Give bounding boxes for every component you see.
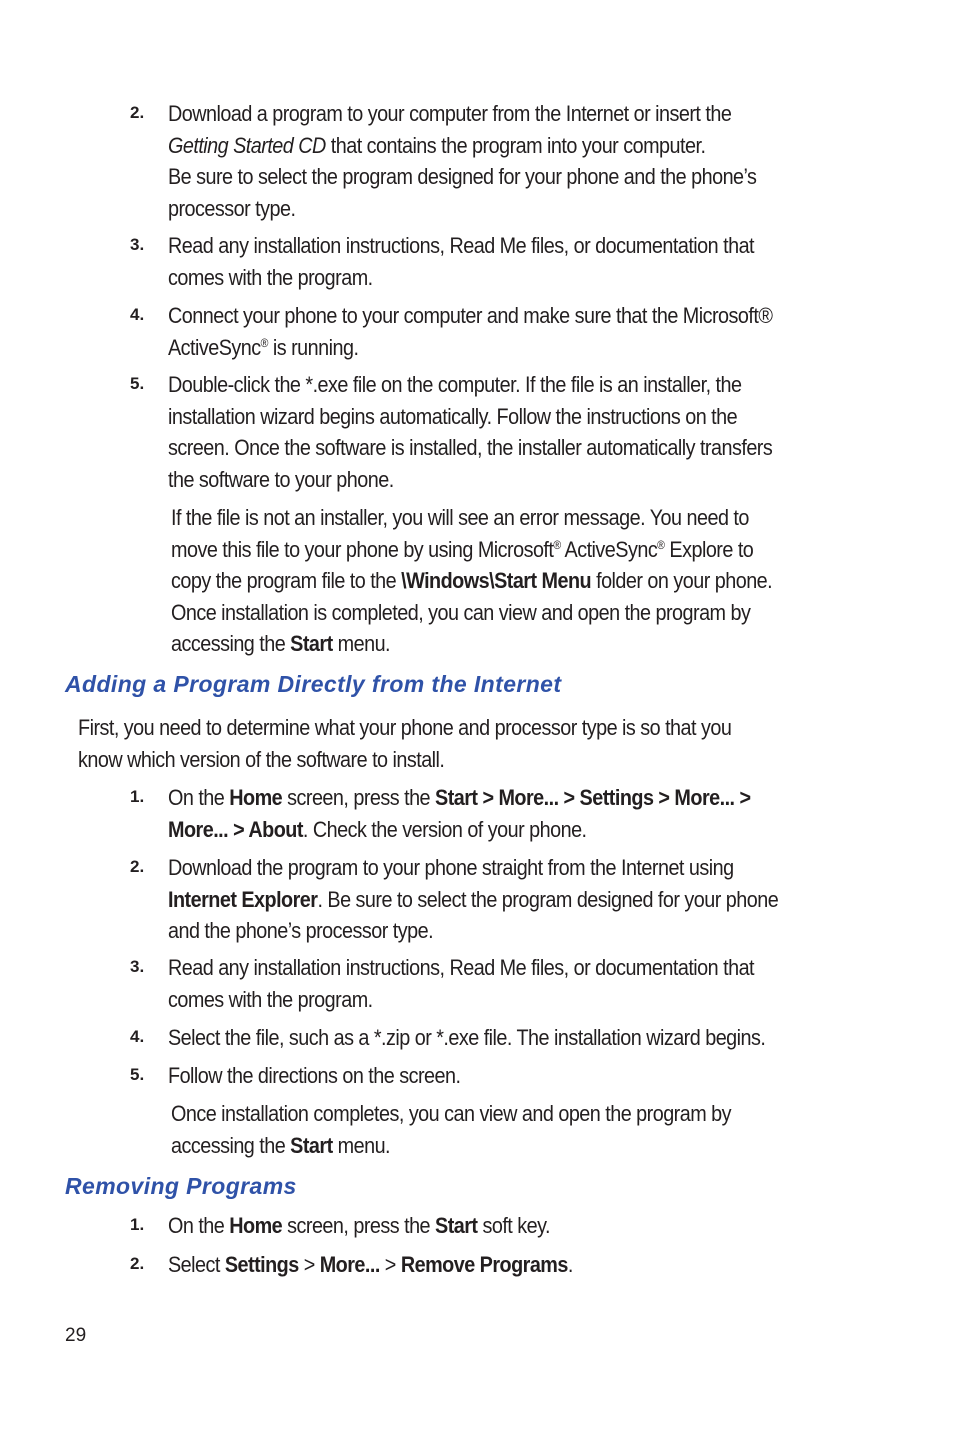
step-number: 2. — [130, 103, 145, 122]
start-menu-path: \Windows\Start Menu — [401, 568, 592, 593]
step-text: On the Home screen, press the Start > More... > Settings > More... > More... > About. Check the version of your phone. — [168, 785, 751, 842]
step-2-download-from-internet — [130, 852, 870, 947]
step-text: Read any installation instructions, Read Me files, or documentation that comes with the program. — [168, 233, 755, 290]
step-4-connect-phone — [130, 300, 870, 363]
section-heading-adding-program: Adding a Program Directly from the Internet — [65, 671, 562, 697]
step-5-double-click-exe — [130, 369, 870, 495]
step-text: Select Settings > More... > Remove Programs. — [168, 1252, 573, 1277]
registered-mark: ® — [553, 537, 561, 552]
step-text: On the Home screen, press the Start soft key. — [168, 1213, 550, 1238]
step-text: Follow the directions on the screen. — [168, 1063, 461, 1088]
step-text: Select the file, such as a *.zip or *.exe file. The installation wizard begins. — [168, 1025, 766, 1050]
step-text: Read any installation instructions, Read Me files, or documentation that comes with the program. — [168, 955, 755, 1012]
step-number: 1. — [130, 787, 145, 806]
registered-mark: ® — [657, 537, 665, 552]
intro-paragraph: First, you need to determine what your phone and processor type is so that you know which version of the software to install. — [78, 715, 732, 772]
step-text: Download the program to your phone straight from the Internet using Internet Explorer. Be sure to select the program designed for your phone and the phone’s processor type. — [168, 855, 779, 943]
step-text: Double-click the *.exe file on the computer. If the file is an installer, the installation wizard begins automatically. Follow the instructions on the screen. Once the software is installed, the installer automatically transfers the software to your phone. — [168, 372, 773, 492]
completion-note: Once installation completes, you can view and open the program by accessing the Start menu. — [171, 1101, 732, 1158]
step-number: 5. — [130, 1065, 145, 1084]
step-number: 2. — [130, 1254, 145, 1273]
page-number: 29 — [65, 1325, 87, 1346]
cd-title: Getting Started CD — [168, 132, 326, 158]
step-2-download-program — [130, 98, 870, 224]
step-text: Connect your phone to your computer and make sure that the Microsoft® ActiveSync® is running. — [168, 303, 773, 360]
step-5-follow-directions — [130, 1060, 870, 1092]
step-number: 4. — [130, 305, 145, 324]
registered-mark: ® — [260, 335, 268, 350]
step-number: 5. — [130, 374, 145, 393]
step-4-select-file — [130, 1022, 870, 1054]
step-1-check-version — [130, 782, 870, 845]
step-3-read-instructions — [130, 952, 870, 1015]
step-3-read-instructions — [130, 230, 870, 293]
installer-note: If the file is not an installer, you will see an error message. You need to move this file to your phone by using Microsoft® ActiveSync® Explore to copy the program file to the \Windows\Start Menu folder on your phone. Once installation is completed, you can view and open the program by accessing the Start menu. — [171, 505, 773, 656]
step-number: 3. — [130, 957, 145, 976]
step-number: 4. — [130, 1027, 145, 1046]
section-heading-removing-programs: Removing Programs — [65, 1173, 297, 1199]
step-1-press-start — [130, 1210, 870, 1242]
step-number: 1. — [130, 1215, 145, 1234]
step-text: Download a program to your computer from the Internet or insert the Getting Started CD that contains the program into your computer. Be sure to select the program designed for your phone and the phone’s processor type. — [168, 101, 757, 221]
step-number: 2. — [130, 857, 145, 876]
step-2-select-remove-programs — [130, 1249, 870, 1281]
step-number: 3. — [130, 235, 145, 254]
